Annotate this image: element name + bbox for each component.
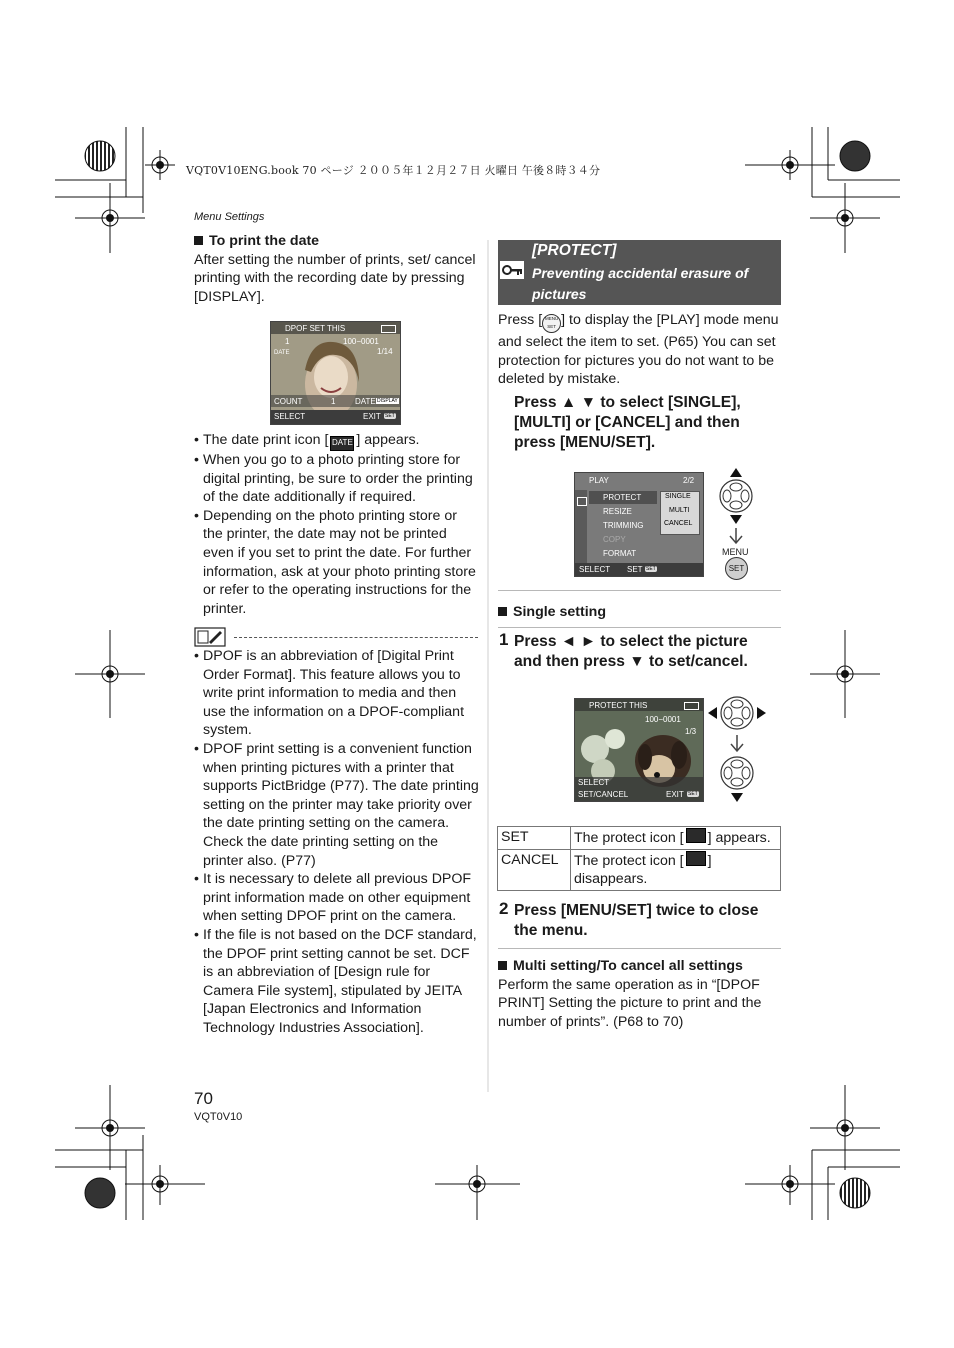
lcd-dpof-date-screen — [270, 321, 401, 425]
square-bullet-icon — [194, 236, 203, 245]
lcd1-date-small: DATE — [274, 350, 290, 356]
lcd-play-menu-screen — [574, 472, 704, 577]
dpof-notes-list — [194, 647, 480, 1037]
lcd2-frame: 1/3 — [685, 727, 697, 736]
book-info-line: VQT0V10ENG.book 70 ページ ２００５年１２月２７日 火曜日 午後８時３４分 — [186, 164, 601, 177]
list-item: • It is necessary to delete all previous DPOF print information made on other equipment when setting DPOF print on the camera. — [194, 870, 480, 926]
print-date-heading: To print the date — [209, 233, 320, 249]
lcd2-set-badge: SET — [688, 791, 698, 797]
menu-set-round-button[interactable]: SET — [725, 557, 748, 580]
menu-set-badge: SET — [646, 566, 656, 572]
multi-setting-body: Perform the same operation as in “[DPOF PRINT] Setting the picture to print and the number of prints”. (P68 to 70) — [498, 976, 762, 1030]
list-item: • Depending on the photo printing store or the printer, the date may not be printed even if you set to print the date. For further information, ask at your photo printing store or refer to the operating instructions for the printer. — [194, 507, 480, 619]
date-print-icon: DATE — [330, 436, 354, 451]
protect-title: [PROTECT] — [532, 242, 617, 259]
lcd1-file-no: 100−0001 — [343, 337, 379, 346]
menu-set-button-icon: MENU SET — [542, 314, 561, 333]
menu-label: MENU — [722, 547, 749, 557]
lcd1-count-small: 1 — [285, 337, 290, 346]
lcd1-frame: 1/14 — [377, 347, 393, 356]
lcd2-exit: EXIT — [666, 790, 684, 799]
lcd1-count-value: 1 — [331, 397, 336, 406]
lcd1-date-row: DATE — [355, 397, 376, 406]
protect-icon — [686, 851, 706, 866]
menu-item-format[interactable]: FORMAT — [603, 549, 637, 558]
protect-icon — [686, 828, 706, 843]
model-code: VQT0V10 — [194, 1111, 243, 1123]
protect-intro: Press [ MENU SET ] to display the [PLAY] mode menu and select the item to set. (P65) You can set protection for pictures you do not want to be deleted by mistake. — [498, 312, 779, 388]
date-notes-list — [194, 431, 480, 618]
table-row — [498, 849, 781, 890]
lcd1-count-row: COUNT — [274, 397, 303, 406]
print-date-section — [194, 232, 479, 306]
list-item: • DPOF is an abbreviation of [Digital Print Order Format]. This feature allows you to write print information to media and then use the information on a DPOF-compliant system. — [194, 647, 480, 740]
lcd2-top-label: PROTECT THIS — [589, 701, 648, 710]
play-tab-icon — [577, 497, 587, 506]
note-dashed-line — [234, 637, 478, 638]
table-key: CANCEL — [498, 849, 571, 890]
lcd2-set-cancel: SET/CANCEL — [578, 790, 629, 799]
table-value: The protect icon [ ] disappears. — [571, 849, 781, 890]
divider — [498, 590, 781, 591]
menu-set: SET — [627, 565, 643, 574]
select-option-instruction: Press ▲ ▼ to select [SINGLE], [MULTI] or [CANCEL] and then press [MENU/SET]. — [514, 394, 741, 451]
menu-select: SELECT — [579, 565, 611, 574]
step1-text: Press ◄ ► to select the picture and then press ▼ to set/cancel. — [514, 633, 748, 670]
divider — [498, 948, 781, 949]
lcd-protect-single-screen — [574, 698, 704, 802]
menu-title: PLAY — [589, 476, 609, 485]
single-setting-heading: Single setting — [498, 603, 606, 622]
menu-item-protect[interactable]: PROTECT — [589, 491, 657, 504]
step1-number: 1 — [499, 630, 509, 649]
square-bullet-icon — [498, 961, 507, 970]
lcd2-select: SELECT — [578, 778, 610, 787]
step2-number: 2 — [499, 899, 509, 918]
battery-icon — [381, 325, 396, 333]
protect-header-box — [498, 240, 781, 305]
list-item: • The date print icon [ DATE ] appears. — [194, 431, 480, 451]
list-item: • When you go to a photo printing store for digital printing, be sure to order the printing of the date additionally if required. — [194, 451, 480, 507]
section-label: Menu Settings — [194, 211, 265, 223]
table-row — [498, 827, 781, 850]
square-bullet-icon — [498, 607, 507, 616]
list-item: • DPOF print setting is a convenient function when printing pictures with a printer that supports PictBridge (P77). The date printing setting on the printer may take priority over the date printing setting on the camera. Check the date printing setting on the printer also. (P77) — [194, 740, 480, 870]
menu-page: 2/2 — [683, 476, 695, 485]
lcd1-top-label: DPOF SET THIS — [285, 324, 346, 333]
cursor-pad-left-right-down-icon — [706, 695, 768, 805]
note-icon — [194, 627, 226, 647]
menu-item-resize[interactable]: RESIZE — [603, 507, 632, 516]
protect-subtitle: Preventing accidental erasure of pictures — [532, 265, 749, 302]
set-cancel-table — [497, 826, 781, 891]
portrait-photo — [271, 322, 400, 424]
protect-key-icon — [500, 261, 524, 279]
option-single[interactable]: SINGLE — [665, 493, 691, 500]
lcd1-exit: EXIT — [363, 412, 381, 421]
option-multi[interactable]: MULTI — [669, 507, 690, 514]
lcd1-display-badge: DISPLAY — [377, 398, 398, 404]
divider — [498, 627, 781, 628]
page-number: 70 — [194, 1089, 213, 1108]
multi-setting-section — [498, 957, 780, 1031]
list-item: • If the file is not based on the DCF standard, the DPOF print setting cannot be set. DCF is an abbreviation of [Design rule for Camera File system], stipulated by JEITA [Japan Electronics and Information Technology Industries Association]. — [194, 926, 480, 1038]
lcd2-file-no: 100−0001 — [645, 715, 681, 724]
step2-text: Press [MENU/SET] twice to close the menu. — [514, 902, 759, 939]
battery-icon — [684, 702, 699, 710]
lcd1-select: SELECT — [274, 412, 306, 421]
table-key: SET — [498, 827, 571, 850]
menu-item-trimming[interactable]: TRIMMING — [603, 521, 644, 530]
lcd1-set-badge: SET — [385, 413, 395, 419]
menu-item-copy[interactable]: COPY — [603, 535, 626, 544]
option-cancel[interactable]: CANCEL — [664, 520, 693, 527]
multi-setting-heading: Multi setting/To cancel all settings — [513, 958, 743, 974]
print-date-body: After setting the number of prints, set/ cancel printing with the recording date by pressing [DISPLAY]. — [194, 251, 476, 305]
table-value: The protect icon [ ] appears. — [571, 827, 781, 850]
